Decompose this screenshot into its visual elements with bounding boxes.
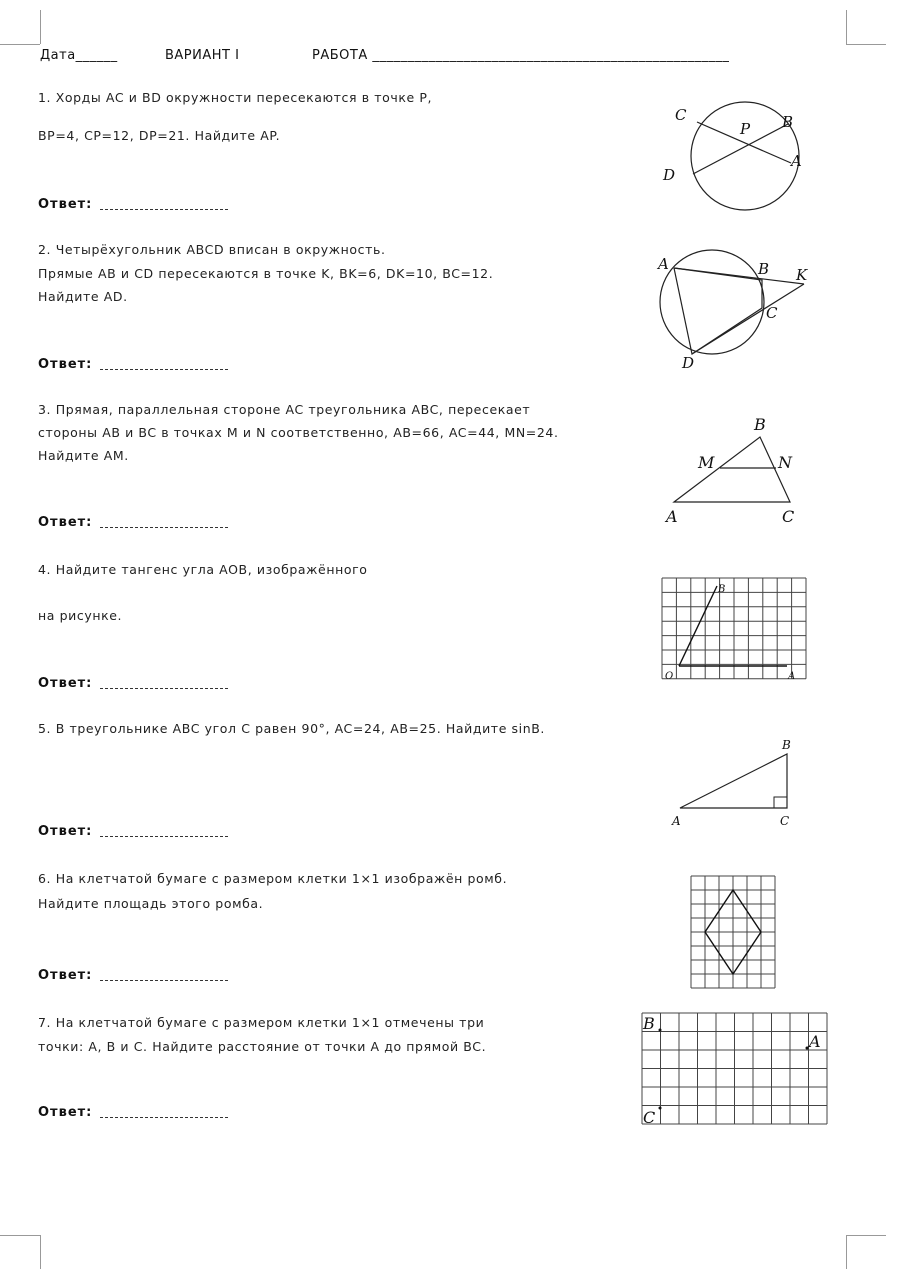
crop-mark-bottom-right	[846, 1235, 847, 1269]
label-a: A	[788, 671, 796, 682]
label-a: A	[666, 507, 678, 526]
answer-line[interactable]	[100, 980, 228, 981]
answer-4	[38, 676, 228, 691]
problem-7-line-1: 7. На клетчатой бумаге с размером клетки 1×1 отмечены три	[38, 1015, 485, 1030]
label-n: N	[778, 453, 792, 472]
answer-6	[38, 968, 228, 983]
line-dk	[692, 284, 804, 354]
problem-4-line-1: 4. Найдите тангенс угла AOB, изображённого	[38, 562, 368, 577]
label-a: A	[672, 814, 681, 828]
answer-line[interactable]	[100, 527, 228, 528]
crop-mark-top-right	[846, 10, 847, 44]
answer-label: Ответ:	[38, 676, 93, 691]
grid	[662, 578, 806, 679]
label-c: C	[675, 106, 687, 124]
label-b: B	[754, 415, 766, 434]
label-b: B	[718, 584, 726, 595]
label-m: M	[698, 453, 715, 472]
figure-1-circle-chords	[655, 100, 815, 215]
label-d: D	[682, 354, 695, 372]
problem-3-line-1: 3. Прямая, параллельная стороне AC треугольника ABC, пересекает	[38, 402, 531, 417]
label-a: A	[658, 255, 669, 273]
problem-3-line-3: Найдите AM.	[38, 448, 129, 463]
crop-mark-bottom-left	[0, 1235, 40, 1236]
answer-label: Ответ:	[38, 968, 93, 983]
answer-line[interactable]	[100, 209, 228, 210]
problem-7-line-2: точки: A, B и C. Найдите расстояние от точки A до прямой BC.	[38, 1039, 487, 1054]
label-c: C	[643, 1108, 656, 1127]
label-b: B	[782, 113, 794, 131]
label-c: C	[780, 814, 790, 828]
label-c: C	[782, 507, 795, 526]
ray-ob	[679, 586, 717, 666]
crop-mark-bottom-left	[40, 1235, 41, 1269]
problem-6-line-1: 6. На клетчатой бумаге с размером клетки 1×1 изображён ромб.	[38, 871, 508, 886]
answer-2	[38, 357, 228, 372]
problem-4-line-2: на рисунке.	[38, 608, 123, 623]
label-p: P	[740, 120, 751, 138]
point-b	[659, 1029, 662, 1032]
label-b: B	[643, 1014, 655, 1033]
label-a: A	[791, 152, 802, 170]
label-b: B	[782, 738, 791, 752]
problem-6-line-2: Найдите площадь этого ромба.	[38, 896, 264, 911]
problem-3-line-2: стороны AB и BC в точках M и N соответственно, AB=66, AC=44, MN=24.	[38, 425, 559, 440]
figure-2-inscribed-quadrilateral	[650, 252, 820, 372]
answer-line[interactable]	[100, 1117, 228, 1118]
crop-mark-top-left	[0, 44, 40, 45]
answer-7	[38, 1105, 228, 1120]
answer-label: Ответ:	[38, 515, 93, 530]
answer-label: Ответ:	[38, 824, 93, 839]
grid	[642, 1013, 827, 1124]
label-a: A	[809, 1032, 821, 1051]
variant-label: ВАРИАНТ I	[165, 48, 240, 63]
figure-5-right-triangle	[668, 737, 808, 832]
point-c	[659, 1107, 662, 1110]
answer-label: Ответ:	[38, 1105, 93, 1120]
date-label: Дата______	[40, 48, 118, 63]
grid	[691, 876, 775, 988]
problem-1-line-2: BP=4, CP=12, DP=21. Найдите AP.	[38, 128, 281, 143]
answer-label: Ответ:	[38, 197, 93, 212]
figure-4-grid-angle	[661, 578, 811, 688]
label-k: K	[796, 266, 808, 284]
label-c: C	[766, 304, 778, 322]
triangle-abc	[680, 754, 787, 808]
work-label: РАБОТА ___________________________________________________	[312, 48, 730, 63]
answer-line[interactable]	[100, 369, 228, 370]
answer-line[interactable]	[100, 688, 228, 689]
answer-3	[38, 515, 228, 530]
problem-1-line-1: 1. Хорды AC и BD окружности пересекаются в точке P,	[38, 90, 433, 105]
problem-2-line-1: 2. Четырёхугольник ABCD вписан в окружность.	[38, 242, 386, 257]
right-angle-mark	[774, 797, 787, 808]
label-d: D	[663, 166, 676, 184]
label-o: O	[665, 671, 674, 682]
problem-2-line-2: Прямые AB и CD пересекаются в точке K, BK=6, DK=10, BC=12.	[38, 266, 494, 281]
quadrilateral-abcd	[674, 268, 762, 354]
crop-mark-top-right	[846, 44, 886, 45]
circle	[660, 250, 764, 354]
figure-3-triangle	[660, 412, 810, 527]
answer-1	[38, 197, 228, 212]
figure-6-rhombus-grid	[691, 876, 776, 991]
figure-7-points-grid	[641, 1012, 831, 1132]
answer-label: Ответ:	[38, 357, 93, 372]
answer-line[interactable]	[100, 836, 228, 837]
triangle-abc	[674, 437, 790, 502]
problem-5-line-1: 5. В треугольнике ABC угол C равен 90°, AC=24, AB=25. Найдите sinB.	[38, 721, 546, 736]
line-ak	[674, 268, 804, 284]
crop-mark-top-left	[40, 10, 41, 44]
answer-5	[38, 824, 228, 839]
crop-mark-bottom-right	[846, 1235, 886, 1236]
label-b: B	[758, 260, 770, 278]
problem-2-line-3: Найдите AD.	[38, 289, 128, 304]
